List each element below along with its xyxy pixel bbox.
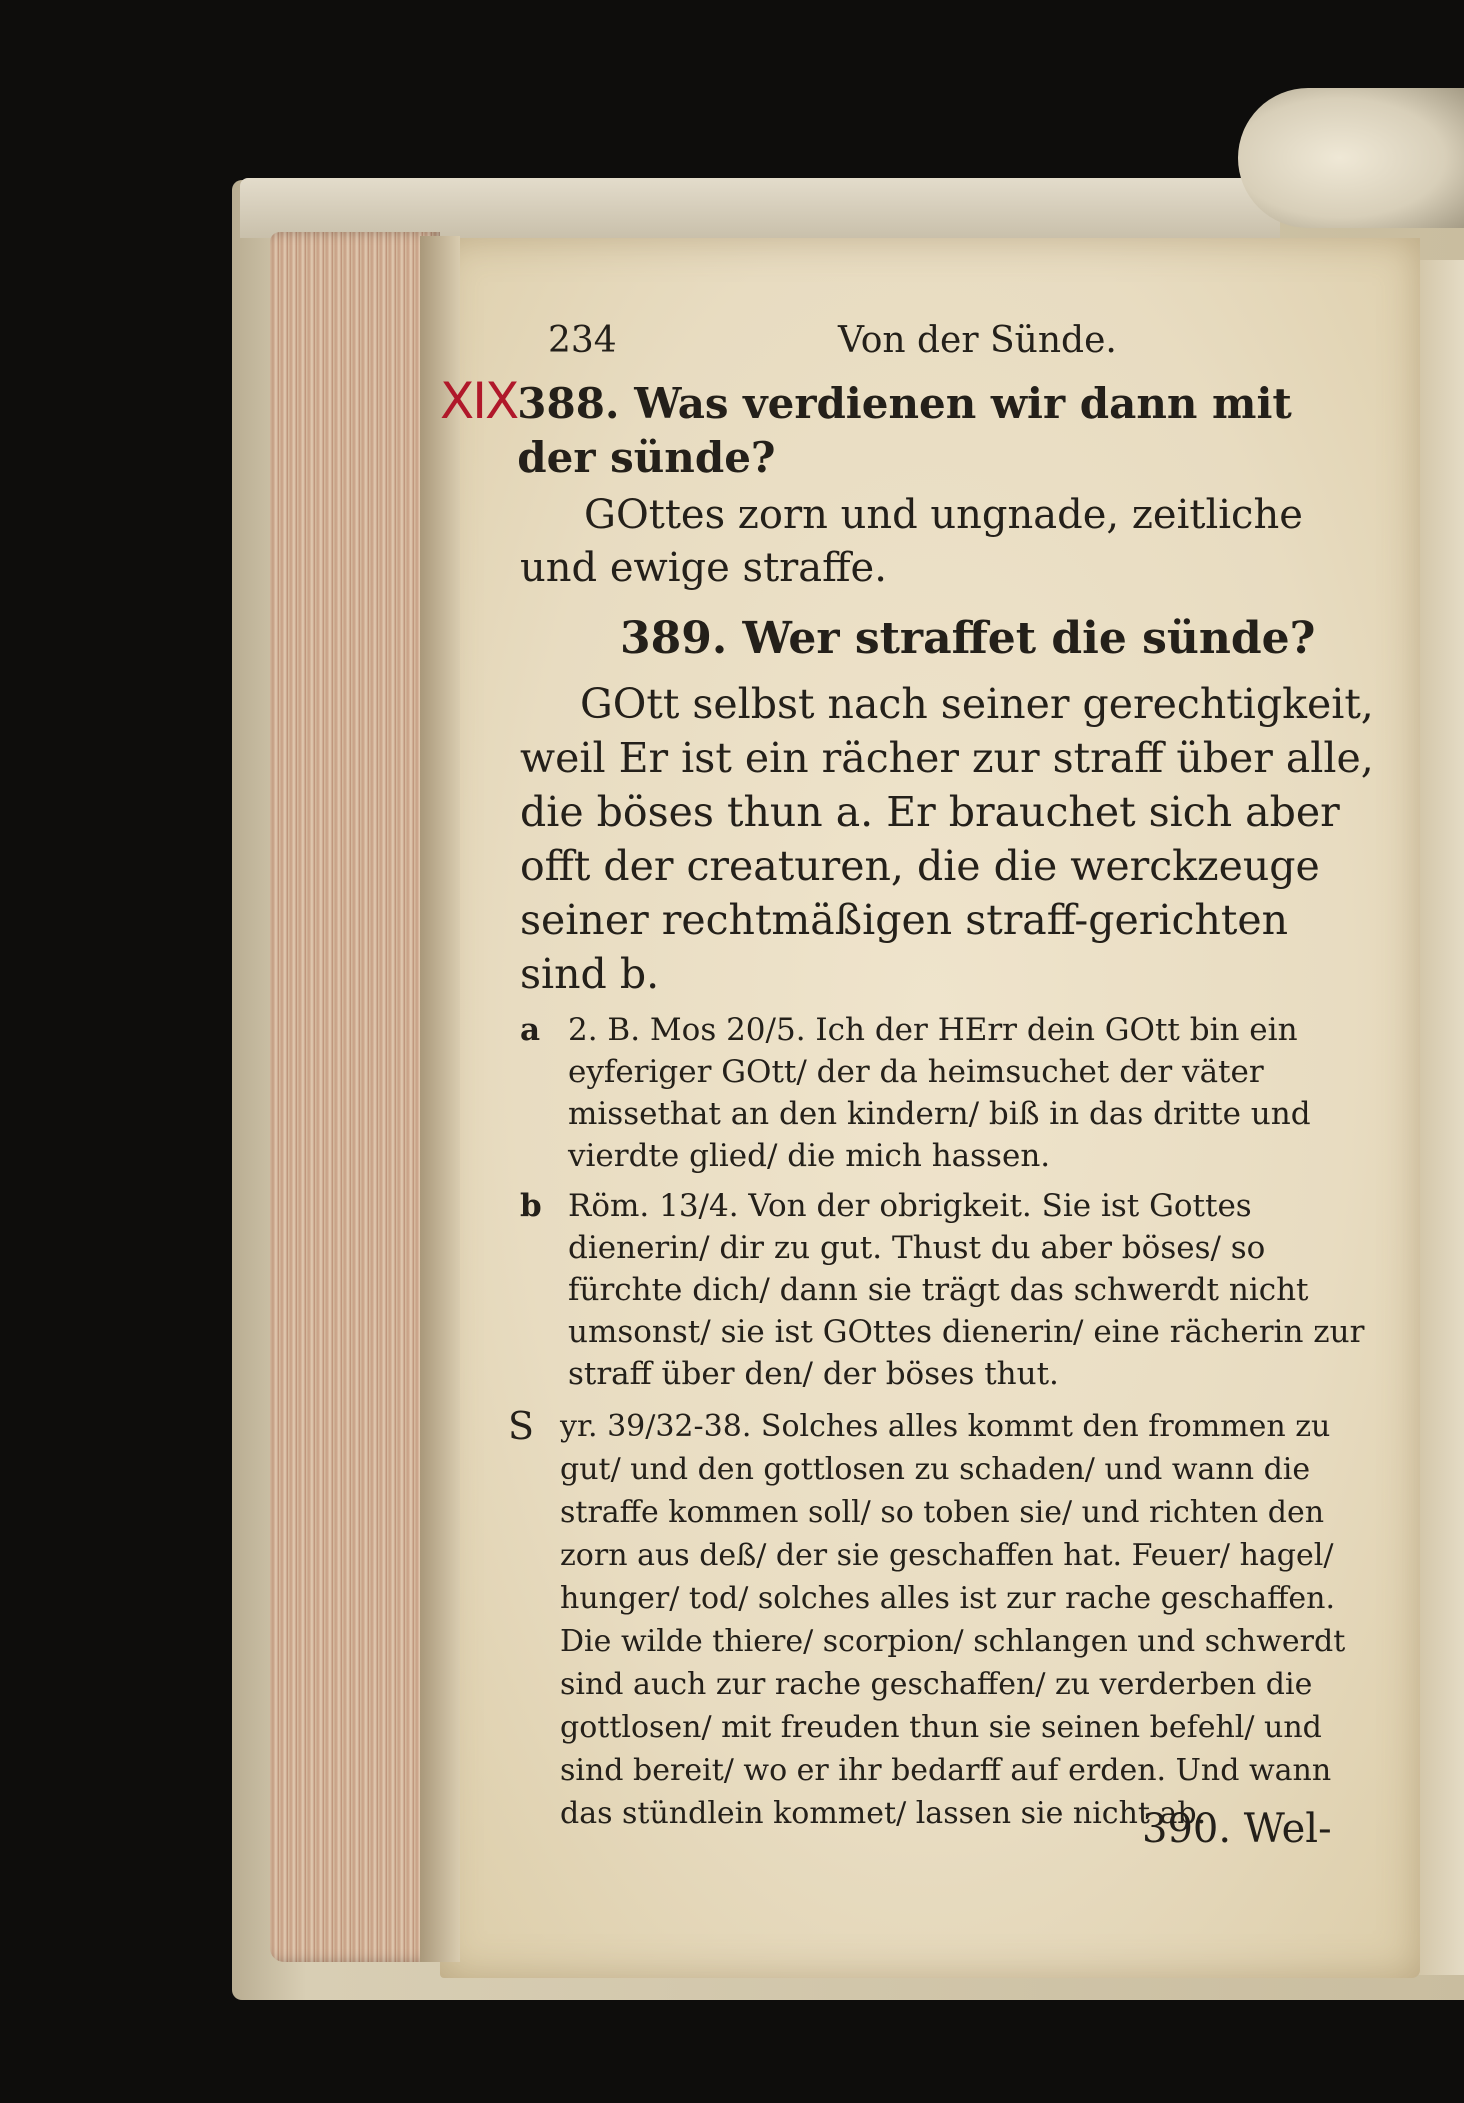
question-389-number: 389.	[620, 613, 728, 664]
footnote-b	[520, 1185, 1380, 1395]
footnote-b-mark: b	[520, 1188, 542, 1224]
running-head: Von der Sünde.	[838, 320, 1117, 361]
page-stack-edges	[270, 232, 440, 1962]
question-388-number: 388.	[517, 379, 620, 428]
marginal-note: XIX	[440, 372, 518, 430]
page-number: 234	[548, 320, 617, 361]
book-cover-top-edge	[240, 178, 1280, 238]
footnote-a-mark: a	[520, 1012, 541, 1048]
question-388	[440, 372, 1380, 485]
question-389-label: Wer straffet die sünde?	[742, 613, 1316, 664]
question-388-label: Was verdienen wir dann mit der sünde?	[517, 379, 1292, 482]
page-text	[440, 320, 1380, 1835]
footnote-sirach	[508, 1404, 1380, 1835]
page-gutter	[420, 236, 460, 1962]
page-header	[520, 320, 1380, 372]
answer-389: GOtt selbst nach seiner gerechtigkeit, weil Er ist ein rächer zur straff über alle, die böses thun a. Er brauchet sich aber offt der creaturen, die die werckzeuge seiner rechtmäßigen straff-gerichten sind b.	[520, 680, 1374, 998]
footnote-sirach-text: yr. 39/32-38. Solches alles kommt den frommen zu gut/ und den gottlosen zu schaden/ und wann die straffe kommen soll/ so toben sie/ und richten den zorn aus deß/ der sie geschaffen hat. Feuer/ hagel/ hunger/ tod/ solches alles ist zur rache geschaffen. Die wilde thiere/ scorpion/ schlangen und schwerdt sind auch zur rache geschaffen/ zu verderben die gottlosen/ mit freuden thun sie seinen befehl/ und sind bereit/ wo er ihr bedarff auf erden. Und wann das stündlein kommet/ lassen sie nicht ab.	[560, 1409, 1346, 1831]
footnote-sirach-mark: S	[508, 1404, 535, 1448]
footnote-a-text: 2. B. Mos 20/5. Ich der HErr dein GOtt bin ein eyferiger GOtt/ der da heimsuchet der väter missethat an den kindern/ biß in das dritte und vierdte glied/ die mich hassen.	[568, 1012, 1311, 1174]
question-388-text	[517, 377, 1380, 485]
question-389	[620, 609, 1380, 669]
answer-388: GOttes zorn und ungnade, zeitliche und ewige straffe.	[520, 492, 1303, 591]
book-clasp	[1238, 88, 1464, 228]
footnote-b-text: Röm. 13/4. Von der obrigkeit. Sie ist Gottes dienerin/ dir zu gut. Thust du aber böses/ so fürchte dich/ dann sie trägt das schwerdt nicht umsonst/ sie ist GOttes dienerin/ eine rächerin zur straff über den/ der böses thut.	[568, 1188, 1365, 1392]
footnote-a	[520, 1009, 1380, 1177]
catchword: 390. Wel-	[1142, 1806, 1332, 1852]
